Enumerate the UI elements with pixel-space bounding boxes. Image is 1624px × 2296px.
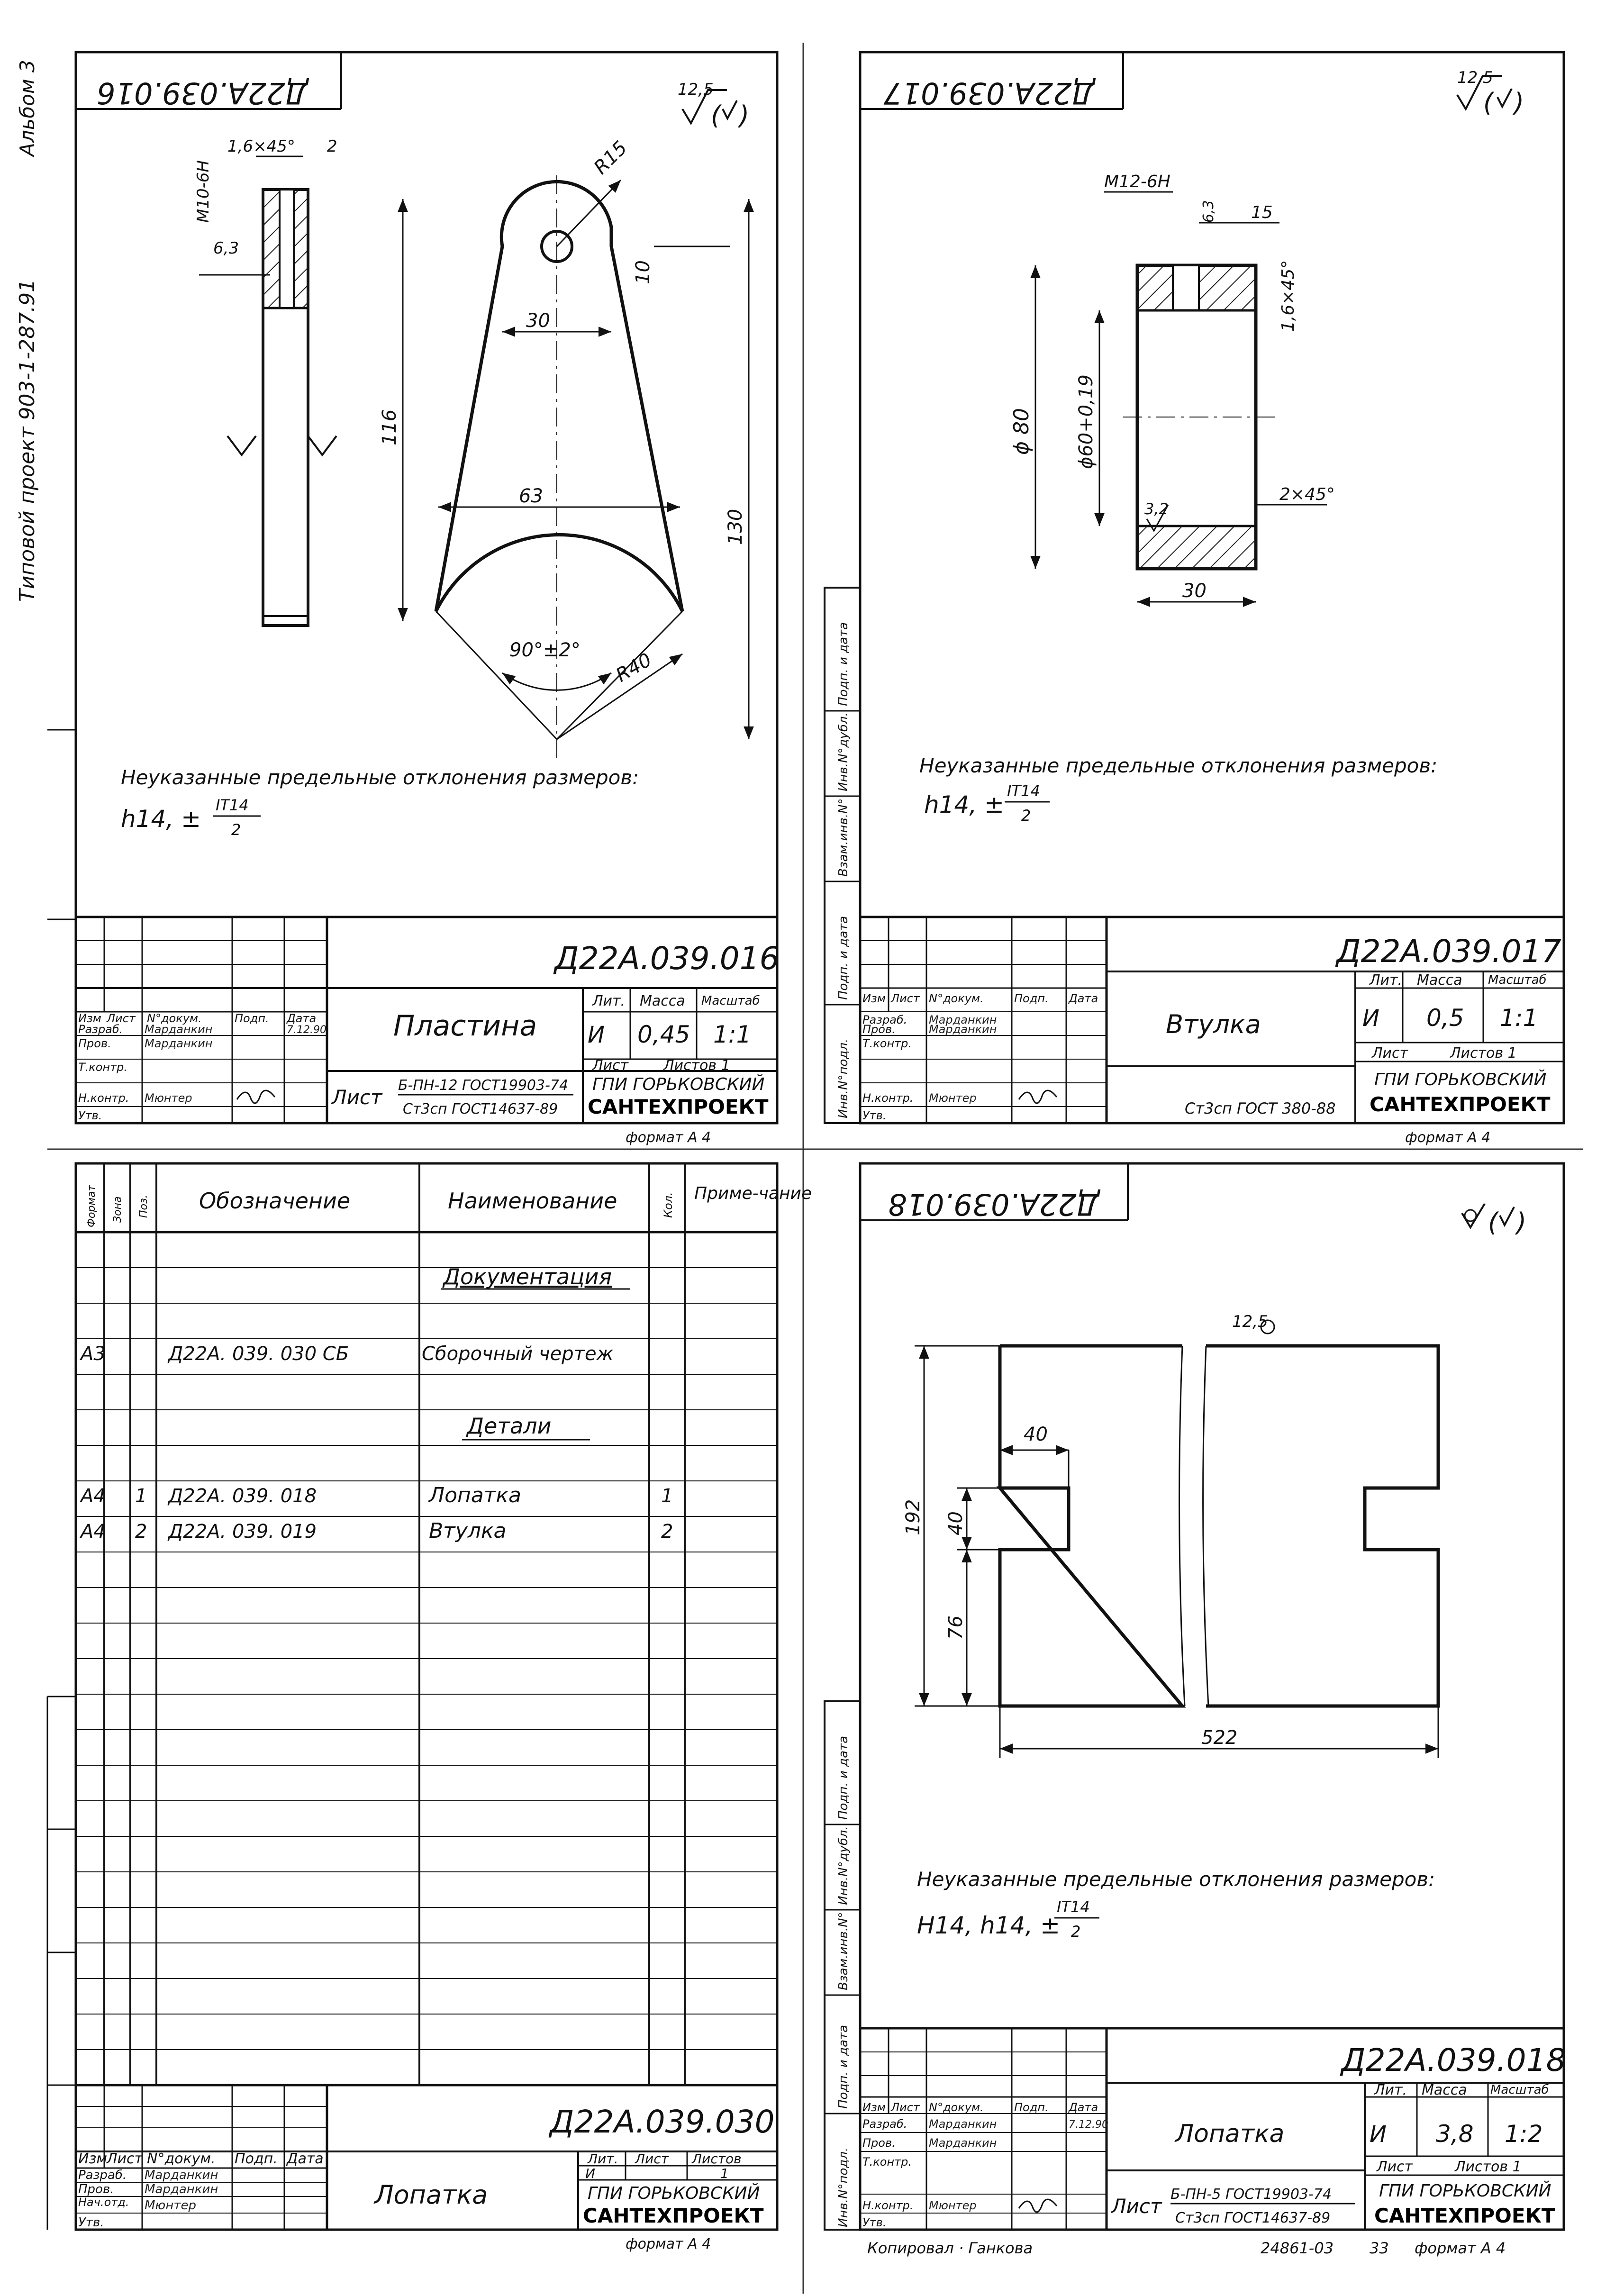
spec-section-docs: Документация (443, 1264, 612, 1289)
sheet-018-code: Д22А.039.018 (1341, 2042, 1566, 2078)
sheet-017-tolerance: h14, ± (924, 791, 1004, 818)
svg-text:Марданкин: Марданкин (145, 1037, 213, 1050)
svg-text:Марданкин: Марданкин (929, 2117, 997, 2131)
svg-text:Листов 1: Листов 1 (1455, 2159, 1522, 2175)
sheet-030-specification (47, 1163, 812, 2252)
plate-side-view (194, 137, 337, 626)
svg-text:САНТЕХПРОЕКТ: САНТЕХПРОЕКТ (583, 2204, 764, 2227)
album-footer (867, 2239, 1506, 2257)
svg-text:1,6×45°: 1,6×45° (227, 137, 295, 156)
sheet-016 (47, 52, 780, 1146)
svg-text:40: 40 (1024, 1424, 1048, 1445)
svg-text:6,3: 6,3 (213, 239, 239, 258)
sheet-018-title-block (860, 2028, 1566, 2230)
blade-plan-view (902, 1312, 1438, 1758)
svg-text:Инв.N°дубл.: Инв.N°дубл. (836, 712, 851, 791)
svg-text:Н.контр.: Н.контр. (862, 1091, 914, 1105)
sheet-016-note: Неуказанные предельные отклонения размеров: (121, 766, 639, 789)
svg-text:Разраб.: Разраб. (78, 2168, 127, 2182)
svg-text:IT14: IT14 (1007, 782, 1040, 800)
spec-section-parts: Детали (467, 1413, 552, 1439)
svg-text:Подп.: Подп. (235, 1012, 269, 1025)
svg-text:Изм: Изм (78, 2151, 108, 2167)
svg-text:Лист: Лист (107, 2151, 143, 2167)
spec-row-designation: Д22А. 039. 030 СБ (168, 1343, 349, 1365)
svg-text:Ст3сп ГОСТ14637-89: Ст3сп ГОСТ14637-89 (403, 1101, 558, 1117)
sheet-030-part-name: Лопатка (374, 2180, 488, 2210)
svg-text:N°докум.: N°докум. (929, 992, 984, 1005)
sheet-018-code-rotated: Д22А.039.018 (888, 1187, 1099, 1222)
svg-text:Масштаб: Масштаб (1490, 2083, 1549, 2097)
svg-text:30: 30 (1182, 580, 1207, 602)
svg-text:Изм: Изм (78, 1012, 101, 1025)
svg-text:Дата: Дата (1069, 992, 1098, 1005)
svg-text:2: 2 (1071, 1923, 1081, 1941)
svg-text:Мюнтер: Мюнтер (929, 1091, 977, 1105)
sheet-016-code: Д22А.039.016 (554, 940, 780, 977)
sheet-017-note: Неуказанные предельные отклонения размеров: (919, 754, 1438, 777)
sheet-017-code-rotated: Д22А.039.017 (883, 76, 1095, 110)
svg-text:ГПИ ГОРЬКОВСКИЙ: ГПИ ГОРЬКОВСКИЙ (1374, 1070, 1547, 1089)
svg-text:90°±2°: 90°±2° (509, 639, 581, 661)
svg-text:Утв.: Утв. (862, 2216, 887, 2229)
svg-text:): ) (1516, 1207, 1527, 1237)
svg-text:САНТЕХПРОЕКТ: САНТЕХПРОЕКТ (1370, 1093, 1551, 1116)
svg-text:Подп. и дата: Подп. и дата (836, 916, 851, 1000)
bushing-section-view (1009, 172, 1335, 602)
sheet-018-side-stamp (825, 1701, 860, 2230)
svg-text:Н.контр.: Н.контр. (78, 1091, 129, 1105)
svg-text:САНТЕХПРОЕКТ: САНТЕХПРОЕКТ (1374, 2204, 1555, 2227)
svg-text:Ст3сп ГОСТ14637-89: Ст3сп ГОСТ14637-89 (1175, 2210, 1331, 2226)
svg-text:522: 522 (1201, 1727, 1238, 1749)
roughness-icon (1457, 68, 1524, 118)
svg-text:12,5: 12,5 (1457, 68, 1493, 87)
svg-text:Инв.N°подл.: Инв.N°подл. (836, 1038, 851, 1118)
svg-text:ϕ60+0,19: ϕ60+0,19 (1075, 374, 1097, 469)
svg-text:Марданкин: Марданкин (929, 2136, 997, 2150)
svg-text:Дата: Дата (287, 2151, 324, 2167)
svg-text:): ) (739, 100, 750, 130)
svg-text:Т.контр.: Т.контр. (862, 1037, 912, 1050)
album-side-text (15, 60, 39, 602)
svg-text:40: 40 (945, 1511, 967, 1535)
svg-text:Нач.отд.: Нач.отд. (78, 2196, 129, 2209)
svg-text:М10-6Н: М10-6Н (194, 160, 213, 223)
svg-text:Утв.: Утв. (862, 1109, 887, 1122)
svg-text:12,5: 12,5 (1232, 1312, 1268, 1331)
copied-by-text: Копировал · Ганкова (867, 2239, 1033, 2257)
svg-text:ГПИ ГОРЬКОВСКИЙ: ГПИ ГОРЬКОВСКИЙ (588, 2184, 760, 2203)
svg-text:1: 1 (720, 2166, 729, 2181)
svg-text:формат А 4: формат А 4 (626, 1129, 711, 1146)
sheet-017-side-stamp (825, 588, 860, 1123)
svg-text:IT14: IT14 (216, 796, 249, 814)
svg-text:10: 10 (632, 260, 654, 284)
svg-text:76: 76 (945, 1615, 967, 1640)
svg-text:И: И (588, 1022, 605, 1048)
svg-text:Б-ПН-12 ГОСТ19903-74: Б-ПН-12 ГОСТ19903-74 (398, 1077, 569, 1094)
svg-text:Подп. и дата: Подп. и дата (836, 1735, 851, 1820)
svg-text:Приме-чание: Приме-чание (694, 1184, 812, 1203)
svg-text:Лист: Лист (891, 2101, 920, 2114)
svg-text:): ) (1514, 88, 1524, 118)
svg-text:Разраб.: Разраб. (78, 1023, 123, 1036)
archive-number: 24861-03 (1261, 2239, 1334, 2257)
plate-front-view (379, 137, 749, 758)
svg-text:Подп. и дата: Подп. и дата (836, 622, 851, 706)
svg-text:формат А 4: формат А 4 (1405, 1129, 1491, 1146)
svg-text:Т.контр.: Т.контр. (862, 2155, 912, 2169)
svg-text:формат А 4: формат А 4 (626, 2236, 711, 2252)
svg-text:1: 1 (661, 1485, 673, 1507)
svg-text:Т.контр.: Т.контр. (78, 1061, 128, 1074)
svg-text:ГПИ ГОРЬКОВСКИЙ: ГПИ ГОРЬКОВСКИЙ (1379, 2181, 1551, 2201)
svg-text:Лит.: Лит. (592, 993, 626, 1009)
svg-text:И: И (1362, 1005, 1379, 1032)
svg-text:А3: А3 (81, 1343, 106, 1365)
sheet-016-mass: 0,45 (637, 1021, 690, 1048)
sheet-018-scale: 1:2 (1505, 2120, 1543, 2148)
spec-row-name: Лопатка (429, 1483, 521, 1507)
sheet-017-code: Д22А.039.017 (1336, 933, 1561, 970)
sheet-017-scale: 1:1 (1500, 1004, 1538, 1032)
sheet-016-scale: 1:1 (713, 1021, 752, 1048)
svg-text:N°докум.: N°докум. (929, 2101, 984, 2114)
footer-format-label: формат А 4 (1415, 2239, 1506, 2257)
svg-text:Лист: Лист (592, 1057, 629, 1074)
svg-text:Лит.: Лит. (1374, 2082, 1407, 2098)
svg-text:2×45°: 2×45° (1279, 485, 1335, 504)
svg-text:Мюнтер: Мюнтер (145, 1091, 192, 1105)
svg-text:(: ( (1488, 1207, 1498, 1237)
svg-text:1,6×45°: 1,6×45° (1279, 260, 1298, 332)
svg-text:Подп.: Подп. (1014, 2101, 1049, 2114)
svg-text:N°докум.: N°докум. (147, 1012, 202, 1025)
svg-text:Лист: Лист (107, 1012, 136, 1025)
spec-header-designation: Обозначение (199, 1188, 351, 1214)
sheet-016-code-rotated: Д22А.039.016 (97, 76, 308, 110)
svg-text:Лист: Лист (635, 2151, 669, 2167)
svg-text:Инв.N°подл.: Инв.N°подл. (836, 2147, 851, 2227)
svg-text:7.12.90: 7.12.90 (287, 1024, 327, 1036)
svg-text:Марданкин: Марданкин (929, 1023, 997, 1036)
svg-text:Лит.: Лит. (1370, 972, 1403, 989)
svg-text:Масштаб: Масштаб (701, 994, 760, 1008)
svg-text:ϕ 80: ϕ 80 (1009, 408, 1034, 455)
svg-text:ГПИ ГОРЬКОВСКИЙ: ГПИ ГОРЬКОВСКИЙ (592, 1075, 765, 1094)
svg-text:Кол.: Кол. (662, 1192, 675, 1218)
spec-table-rows (76, 1268, 777, 2050)
svg-text:IT14: IT14 (1057, 1898, 1090, 1916)
svg-text:САНТЕХПРОЕКТ: САНТЕХПРОЕКТ (588, 1095, 769, 1118)
svg-text:12,5: 12,5 (678, 80, 714, 99)
svg-text:Марданкин: Марданкин (929, 1013, 997, 1026)
sheet-017-material: Ст3сп ГОСТ 380-88 (1185, 1099, 1336, 1117)
svg-text:2: 2 (231, 821, 241, 839)
svg-text:Зона: Зона (112, 1196, 124, 1223)
sheet-018-note: Неуказанные предельные отклонения размеров: (917, 1868, 1435, 1891)
svg-text:Листов 1: Листов 1 (663, 1057, 730, 1074)
svg-text:Инв.N°дубл.: Инв.N°дубл. (836, 1826, 851, 1905)
sheet-016-part-name: Пластина (393, 1009, 537, 1043)
svg-text:Разраб.: Разраб. (862, 1013, 907, 1026)
project-title-text: Типовой проект 903-1-287.91 (15, 279, 39, 602)
roughness-icon (678, 80, 749, 130)
svg-text:Разраб.: Разраб. (862, 2117, 907, 2131)
svg-text:Поз.: Поз. (138, 1195, 150, 1218)
svg-text:2: 2 (135, 1521, 147, 1543)
sheet-017 (825, 52, 1564, 1146)
svg-text:Масса: Масса (1417, 972, 1462, 989)
svg-text:192: 192 (902, 1499, 924, 1535)
page-number: 33 (1370, 2239, 1389, 2257)
svg-text:Подп. и дата: Подп. и дата (836, 2024, 851, 2109)
sheet-030-frame (76, 1163, 777, 2230)
spec-row-designation: Д22А. 039. 019 (168, 1521, 317, 1543)
sheet-018-tolerance: Н14, h14, ± (917, 1912, 1061, 1939)
svg-text:Марданкин: Марданкин (145, 1023, 213, 1036)
sheet-016-tolerance: h14, ± (121, 805, 201, 833)
svg-text:И: И (1370, 2121, 1387, 2148)
spec-header-name: Наименование (448, 1188, 617, 1214)
svg-text:Взам.инв.N°: Взам.инв.N° (836, 1912, 851, 1990)
svg-text:Б-ПН-5 ГОСТ19903-74: Б-ПН-5 ГОСТ19903-74 (1170, 2186, 1332, 2203)
svg-text:130: 130 (725, 508, 746, 545)
svg-text:М12-6Н: М12-6Н (1104, 172, 1170, 191)
spec-row-designation: Д22А. 039. 018 (168, 1485, 317, 1507)
svg-text:И: И (585, 2166, 595, 2181)
svg-text:Лист: Лист (1372, 1045, 1408, 1062)
sheet-018-part-name: Лопатка (1175, 2120, 1285, 2148)
spec-row-name: Втулка (429, 1519, 507, 1543)
svg-text:2: 2 (327, 137, 337, 156)
svg-text:Пров.: Пров. (862, 2136, 896, 2150)
svg-text:Пров.: Пров. (78, 1037, 111, 1050)
sheet-030-title-block (76, 2085, 777, 2252)
svg-text:Подп.: Подп. (1014, 992, 1049, 1005)
svg-text:Лист: Лист (1377, 2159, 1413, 2175)
svg-text:1: 1 (135, 1485, 147, 1507)
album-label-text: Альбом 3 (16, 60, 39, 156)
svg-text:Утв.: Утв. (78, 1109, 102, 1122)
svg-text:Масштаб: Масштаб (1488, 973, 1547, 987)
svg-text:Лит.: Лит. (588, 2151, 618, 2167)
svg-text:Изм: Изм (862, 2101, 886, 2114)
svg-text:Марданкин: Марданкин (145, 2182, 218, 2196)
svg-text:Формат: Формат (86, 1185, 98, 1227)
svg-text:6,3: 6,3 (1200, 200, 1217, 223)
sheet-030-code: Д22А.039.030 (550, 2104, 775, 2140)
roughness-icon (1462, 1204, 1526, 1237)
sheet-017-part-name: Втулка (1166, 1009, 1261, 1039)
svg-text:Масса: Масса (640, 993, 685, 1009)
svg-text:Лист: Лист (891, 992, 920, 1005)
svg-text:(: ( (1483, 88, 1494, 118)
svg-text:Подп.: Подп. (235, 2151, 278, 2167)
svg-text:Лист: Лист (332, 1086, 382, 1109)
sheet-018 (825, 1163, 1566, 2230)
svg-text:116: 116 (379, 409, 400, 445)
sheet-017-title-block (860, 917, 1564, 1146)
svg-text:Листов 1: Листов 1 (1450, 1045, 1517, 1062)
svg-text:Дата: Дата (287, 1012, 317, 1025)
svg-text:(: ( (711, 100, 721, 130)
svg-text:Мюнтер: Мюнтер (929, 2199, 977, 2212)
svg-text:А4: А4 (81, 1521, 106, 1543)
svg-text:Взам.инв.N°: Взам.инв.N° (836, 798, 851, 877)
svg-text:R15: R15 (590, 136, 632, 179)
sheet-018-mass: 3,8 (1436, 2120, 1474, 2148)
svg-text:7.12.90: 7.12.90 (1069, 2119, 1108, 2131)
svg-text:Пров.: Пров. (862, 1023, 896, 1036)
svg-text:А4: А4 (81, 1485, 106, 1507)
svg-text:Н.контр.: Н.контр. (862, 2199, 914, 2212)
svg-text:Масса: Масса (1422, 2082, 1467, 2098)
svg-text:2: 2 (661, 1521, 673, 1543)
svg-text:Марданкин: Марданкин (145, 2168, 218, 2182)
svg-text:R40: R40 (612, 649, 656, 687)
svg-text:Изм: Изм (862, 992, 886, 1005)
svg-text:30: 30 (526, 310, 550, 332)
sheet-016-title-block (76, 917, 780, 1146)
svg-text:63: 63 (519, 485, 543, 507)
svg-text:Дата: Дата (1069, 2101, 1098, 2114)
svg-text:Лист: Лист (1111, 2195, 1162, 2218)
svg-text:N°докум.: N°докум. (147, 2151, 216, 2167)
svg-text:15: 15 (1251, 203, 1273, 222)
svg-text:3,2: 3,2 (1144, 500, 1169, 518)
sheet-017-mass: 0,5 (1426, 1004, 1464, 1032)
svg-text:Утв.: Утв. (78, 2215, 104, 2230)
svg-text:Мюнтер: Мюнтер (145, 2198, 196, 2213)
svg-text:Листов: Листов (692, 2151, 742, 2167)
spec-row-name: Сборочный чертеж (422, 1343, 614, 1365)
svg-text:Пров.: Пров. (78, 2182, 114, 2196)
svg-text:2: 2 (1021, 807, 1031, 825)
